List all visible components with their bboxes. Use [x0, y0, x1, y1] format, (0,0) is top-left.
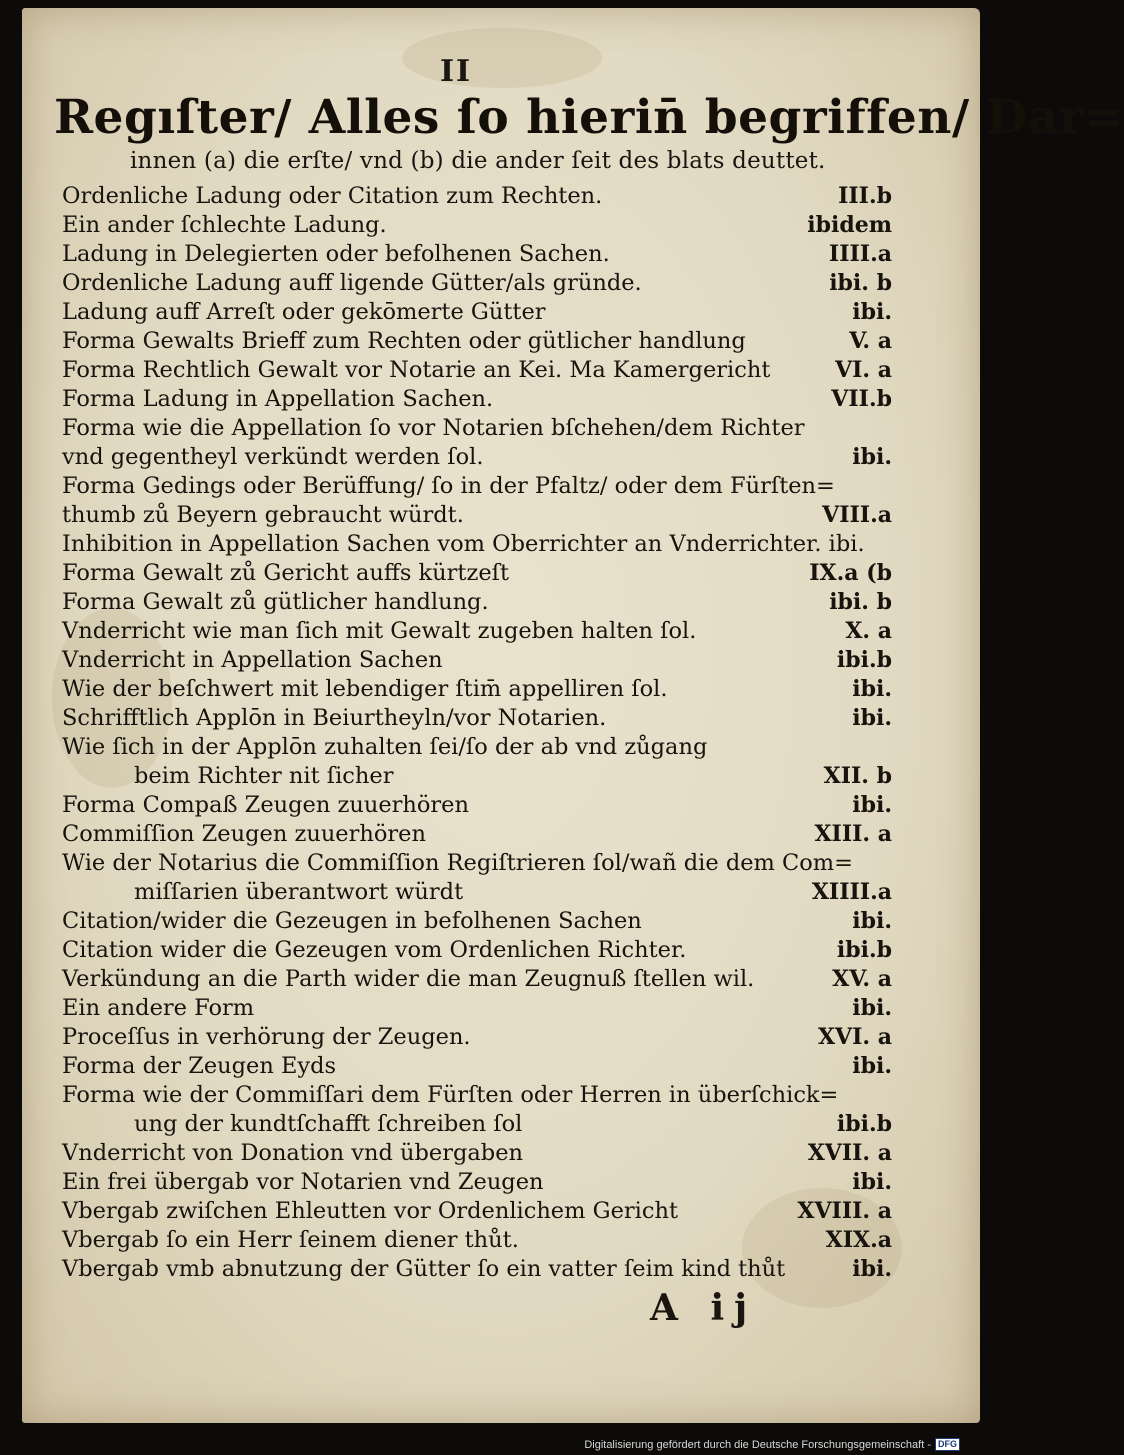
register-entry [62, 994, 892, 1023]
entry-text: Forma wie die Appellation ſo vor Notarien bſchehen/dem Richter [62, 415, 805, 441]
digitization-footer [584, 1438, 960, 1451]
entry-folio-reference: ibi. [852, 908, 892, 934]
entry-folio-reference: XIIII.a [811, 879, 892, 905]
entry-text: thumb zů Beyern gebraucht würdt. [62, 502, 464, 528]
entry-text: Wie der beſchwert mit lebendiger ſtim̄ appelliren ſol. [62, 676, 668, 702]
entry-text: Citation wider die Gezeugen vom Ordenlichen Richter. [62, 937, 687, 963]
entry-folio-reference: ibi. [852, 1053, 892, 1079]
register-entry [62, 240, 892, 269]
entry-folio-reference: ibi. [852, 299, 892, 325]
entry-text: Ladung auff Arreſt oder gekōmerte Gütter [62, 299, 546, 325]
entry-folio-reference: ibi. [852, 1256, 892, 1282]
register-entry [62, 936, 892, 965]
register-entry [62, 443, 892, 472]
entry-folio-reference: XIII. a [814, 821, 892, 847]
entry-folio-reference: XVIII. a [797, 1198, 892, 1224]
entry-text: Verkündung an die Parth wider die man Zeugnuß ſtellen wil. [62, 966, 755, 992]
paper-stain [402, 28, 602, 88]
register-entry [62, 820, 892, 849]
register-entry [62, 646, 892, 675]
entry-folio-reference: ibi.b [836, 647, 892, 673]
register-entry [62, 1255, 892, 1284]
register-entry [62, 878, 892, 907]
entry-text: Ein andere Form [62, 995, 255, 1021]
book-page [22, 8, 1124, 1423]
entry-folio-reference: XII. b [823, 763, 892, 789]
entry-folio-reference: V. a [849, 328, 892, 354]
register-heading: Regıſter/ Alles ſo hierin̄ begriffen/ Dar= [54, 90, 1124, 145]
register-entry [62, 733, 892, 762]
entry-text: Forma Gewalt zů gütlicher handlung. [62, 589, 489, 615]
entry-text: Vnderricht in Appellation Sachen [62, 647, 443, 673]
register-entry [62, 849, 892, 878]
entry-text: Schrifftlich Applōn in Beiurtheyln/vor Notarien. [62, 705, 607, 731]
entry-folio-reference: ibi.b [836, 1111, 892, 1137]
entry-folio-reference: IIII.a [828, 241, 892, 267]
entry-folio-reference: XVI. a [817, 1024, 892, 1050]
register-entry [62, 182, 892, 211]
entry-text: Forma Gedings oder Berüffung/ ſo in der Pfaltz/ oder dem Fürſten= [62, 473, 835, 499]
entry-folio-reference: ibi. [852, 1169, 892, 1195]
entry-text: Ein frei übergab vor Notarien vnd Zeugen [62, 1169, 544, 1195]
entry-folio-reference: ibi.b [836, 937, 892, 963]
entry-text: Citation/wider die Gezeugen in befolhenen Sachen [62, 908, 642, 934]
register-entry [62, 704, 892, 733]
entry-text: Forma Gewalts Brieff zum Rechten oder gütlicher handlung [62, 328, 746, 354]
entry-folio-reference: ibi. b [829, 589, 892, 615]
register-entry [62, 356, 892, 385]
register-entry [62, 762, 892, 791]
entry-text: Wie der Notarius die Commiſſion Regiſtrieren ſol/wañ die dem Com= [62, 850, 853, 876]
register-entry [62, 1197, 892, 1226]
register-entry-list [62, 182, 892, 1284]
register-entry [62, 1023, 892, 1052]
entry-folio-reference: VIII.a [822, 502, 892, 528]
entry-folio-reference: ibi. [852, 444, 892, 470]
entry-text: Proceſſus in verhörung der Zeugen. [62, 1024, 471, 1050]
entry-folio-reference: ibidem [807, 212, 892, 238]
register-entry [62, 414, 892, 443]
entry-folio-reference: ibi. [852, 995, 892, 1021]
register-entry [62, 501, 892, 530]
register-entry [62, 675, 892, 704]
entry-text: Forma Ladung in Appellation Sachen. [62, 386, 494, 412]
entry-text: Forma wie der Commiſſari dem Fürſten oder Herren in überſchick= [62, 1082, 839, 1108]
entry-folio-reference: IX.a (b [809, 560, 892, 586]
entry-text: Inhibition in Appellation Sachen vom Oberrichter an Vnderrichter. ibi. [62, 531, 865, 557]
register-entry [62, 791, 892, 820]
register-entry [62, 1168, 892, 1197]
entry-text: Forma Gewalt zů Gericht auffs kürtzeſt [62, 560, 510, 586]
entry-text: Ordenliche Ladung auff ligende Gütter/als gründe. [62, 270, 642, 296]
entry-text: Vbergab ſo ein Herr ſeinem diener thůt. [62, 1227, 519, 1253]
entry-folio-reference: X. a [845, 618, 892, 644]
entry-folio-reference: ibi. [852, 792, 892, 818]
register-entry [62, 1110, 892, 1139]
register-entry [62, 617, 892, 646]
entry-folio-reference: ibi. [852, 705, 892, 731]
register-entry [62, 907, 892, 936]
register-entry [62, 327, 892, 356]
entry-text: Forma Rechtlich Gewalt vor Notarie an Kei. Ma Kamergericht [62, 357, 771, 383]
register-entry [62, 211, 892, 240]
register-entry [62, 559, 892, 588]
entry-text: Vbergab vmb abnutzung der Gütter ſo ein vatter ſeim kind thůt [62, 1256, 786, 1282]
entry-folio-reference: VI. a [835, 357, 892, 383]
entry-text: miſſarien überantwort würdt [134, 879, 464, 905]
entry-text: Vbergab zwiſchen Ehleutten vor Ordenlichem Gericht [62, 1198, 678, 1224]
page-number: II [440, 54, 473, 89]
entry-text: Ein ander ſchlechte Ladung. [62, 212, 387, 238]
dfg-logo: DFG [935, 1438, 960, 1451]
register-entry [62, 530, 892, 559]
entry-text: beim Richter nit ſicher [134, 763, 394, 789]
register-entry [62, 1226, 892, 1255]
entry-text: ung der kundtſchafft ſchreiben ſol [134, 1111, 523, 1137]
register-entry [62, 965, 892, 994]
entry-text: Forma der Zeugen Eyds [62, 1053, 337, 1079]
register-entry [62, 472, 892, 501]
entry-folio-reference: VII.b [831, 386, 892, 412]
entry-text: Vnderricht wie man ſich mit Gewalt zugeben halten ſol. [62, 618, 697, 644]
register-entry [62, 298, 892, 327]
entry-text: Vnderricht von Donation vnd übergaben [62, 1140, 524, 1166]
register-entry [62, 1052, 892, 1081]
entry-text: Ladung in Delegierten oder befolhenen Sachen. [62, 241, 610, 267]
signature-mark: A ij [650, 1287, 758, 1329]
register-entry [62, 1081, 892, 1110]
entry-folio-reference: ibi. b [829, 270, 892, 296]
entry-text: Wie ſich in der Applōn zuhalten ſei/ſo der ab vnd zůgang [62, 734, 708, 760]
register-entry [62, 269, 892, 298]
register-heading-continuation: innen (a) die erſte/ vnd (b) die ander ſeit des blats deuttet. [130, 148, 826, 174]
entry-text: vnd gegentheyl verkündt werden ſol. [62, 444, 484, 470]
entry-folio-reference: XV. a [832, 966, 892, 992]
entry-folio-reference: XVII. a [807, 1140, 892, 1166]
entry-text: Ordenliche Ladung oder Citation zum Rechten. [62, 183, 603, 209]
entry-folio-reference: ibi. [852, 676, 892, 702]
entry-text: Commiſſion Zeugen zuuerhören [62, 821, 426, 847]
entry-text: Forma Compaß Zeugen zuuerhören [62, 792, 469, 818]
entry-folio-reference: XIX.a [825, 1227, 892, 1253]
register-entry [62, 1139, 892, 1168]
entry-folio-reference: III.b [838, 183, 892, 209]
footer-text: Digitalisierung gefördert durch die Deutsche Forschungsgemeinschaft - [584, 1438, 931, 1451]
register-entry [62, 588, 892, 617]
register-entry [62, 385, 892, 414]
